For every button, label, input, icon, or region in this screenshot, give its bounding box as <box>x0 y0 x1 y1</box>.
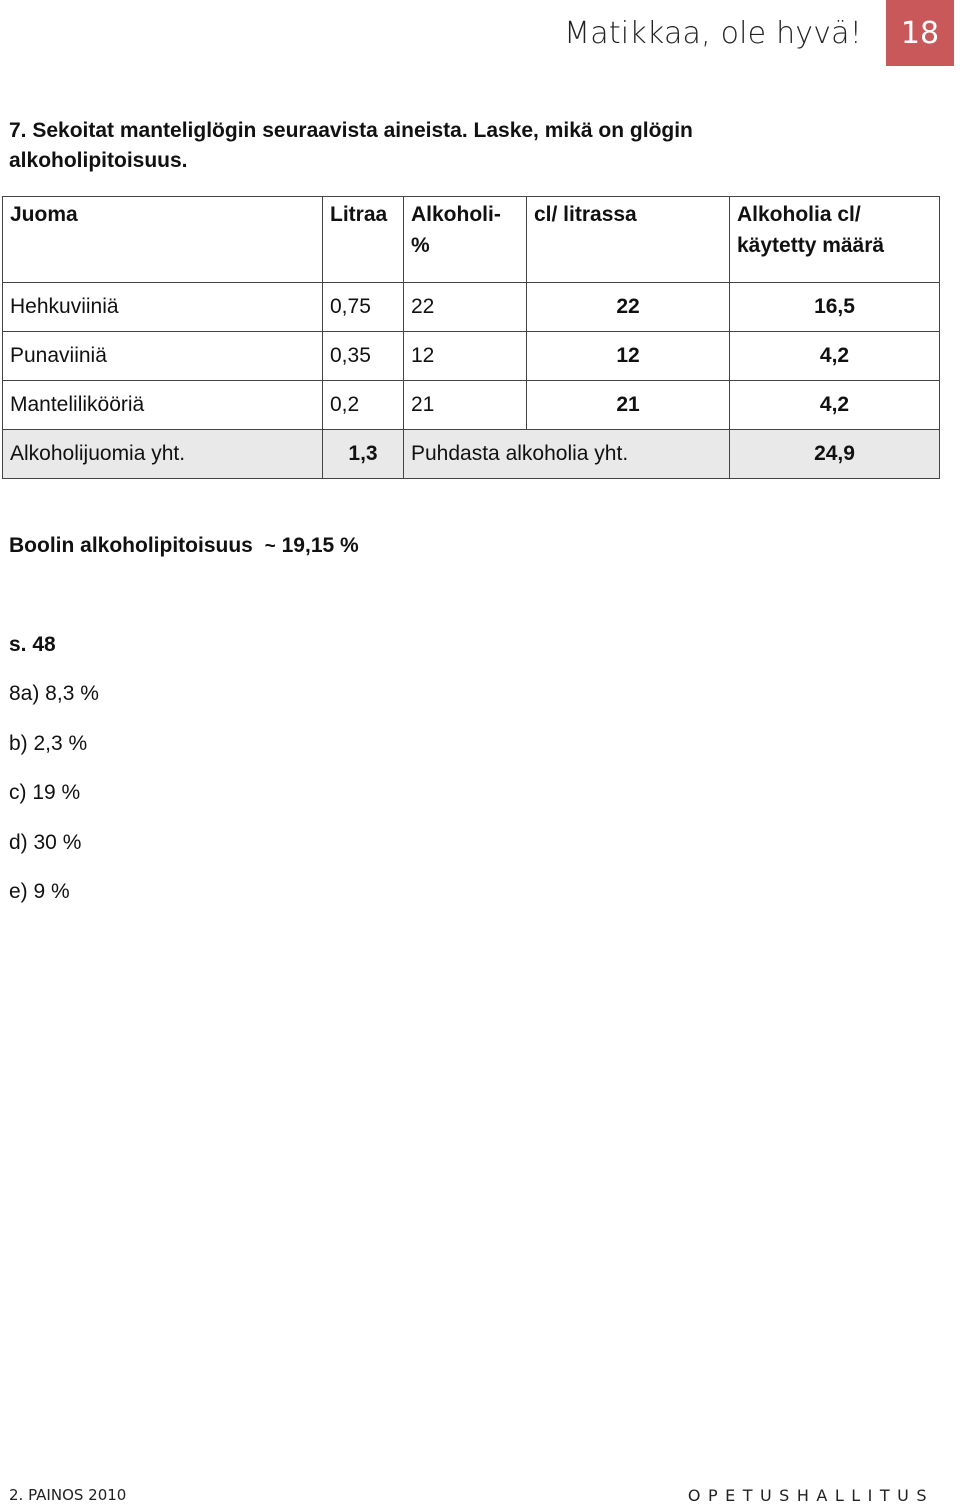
cell-drink: Punaviiniä <box>3 332 323 381</box>
table-row <box>3 381 940 430</box>
cell-used-cl: 4,2 <box>730 332 940 381</box>
summary-label: Boolin alkoholipitoisuus <box>9 534 253 557</box>
table-row <box>3 283 940 332</box>
list-item: b) 2,3 % <box>9 731 88 755</box>
header-cl-per-liter <box>527 197 730 283</box>
summary-value: 19,15 % <box>281 534 359 557</box>
header-liters-label: Litraa <box>330 203 388 226</box>
cell-cl-per-liter: 22 <box>527 283 730 332</box>
punch-alcohol-summary <box>9 534 359 558</box>
publisher-footer: OPETUSHALLITUS <box>687 1486 934 1505</box>
edition-footer: 2. PAINOS 2010 <box>9 1486 127 1504</box>
exercise-question: 7. Sekoitat manteliglögin seuraavista aineista. Laske, mikä on glögin alkoholipitoisuus. <box>9 119 693 172</box>
cell-percent: 21 <box>404 381 527 430</box>
page-header-title: Matikkaa, ole hyvä! <box>564 16 862 51</box>
cell-cl-per-liter: 21 <box>527 381 730 430</box>
cell-used-cl: 4,2 <box>730 381 940 430</box>
list-item: e) 9 % <box>9 880 70 903</box>
page-number-badge: 18 <box>886 0 954 66</box>
cell-liters: 0,2 <box>323 381 404 430</box>
header-drink <box>3 197 323 283</box>
cell-cl-per-liter: 12 <box>527 332 730 381</box>
list-item: 8a) 8,3 % <box>9 682 99 705</box>
cell-percent: 22 <box>404 283 527 332</box>
total-label: Alkoholijuomia yht. <box>3 430 323 479</box>
header-cl-per-liter-label: cl/ litrassa <box>534 203 637 226</box>
section-reference: s. 48 <box>9 633 56 656</box>
mixing-table <box>2 196 940 479</box>
cell-drink: Hehkuviiniä <box>3 283 323 332</box>
cell-percent: 12 <box>404 332 527 381</box>
cell-drink: Mantelilikööriä <box>3 381 323 430</box>
list-item: d) 30 % <box>9 830 82 854</box>
cell-liters: 0,35 <box>323 332 404 381</box>
header-used-cl <box>730 197 940 283</box>
header-liters <box>323 197 404 283</box>
header-percent <box>404 197 527 283</box>
total-liters: 1,3 <box>323 430 404 479</box>
table-header-row <box>3 197 940 283</box>
cell-liters: 0,75 <box>323 283 404 332</box>
header-percent-label: Alkoholi- % <box>411 203 501 257</box>
header-drink-label: Juoma <box>10 203 78 226</box>
table-total-row <box>3 430 940 479</box>
approx-sign: ~ <box>264 536 276 557</box>
cell-used-cl: 16,5 <box>730 283 940 332</box>
table-row <box>3 332 940 381</box>
answer-list <box>9 682 99 930</box>
pure-alcohol-value: 24,9 <box>730 430 940 479</box>
pure-alcohol-label: Puhdasta alkoholia yht. <box>404 430 730 479</box>
header-used-cl-label: Alkoholia cl/ käytetty määrä <box>737 203 885 257</box>
list-item: c) 19 % <box>9 781 81 804</box>
